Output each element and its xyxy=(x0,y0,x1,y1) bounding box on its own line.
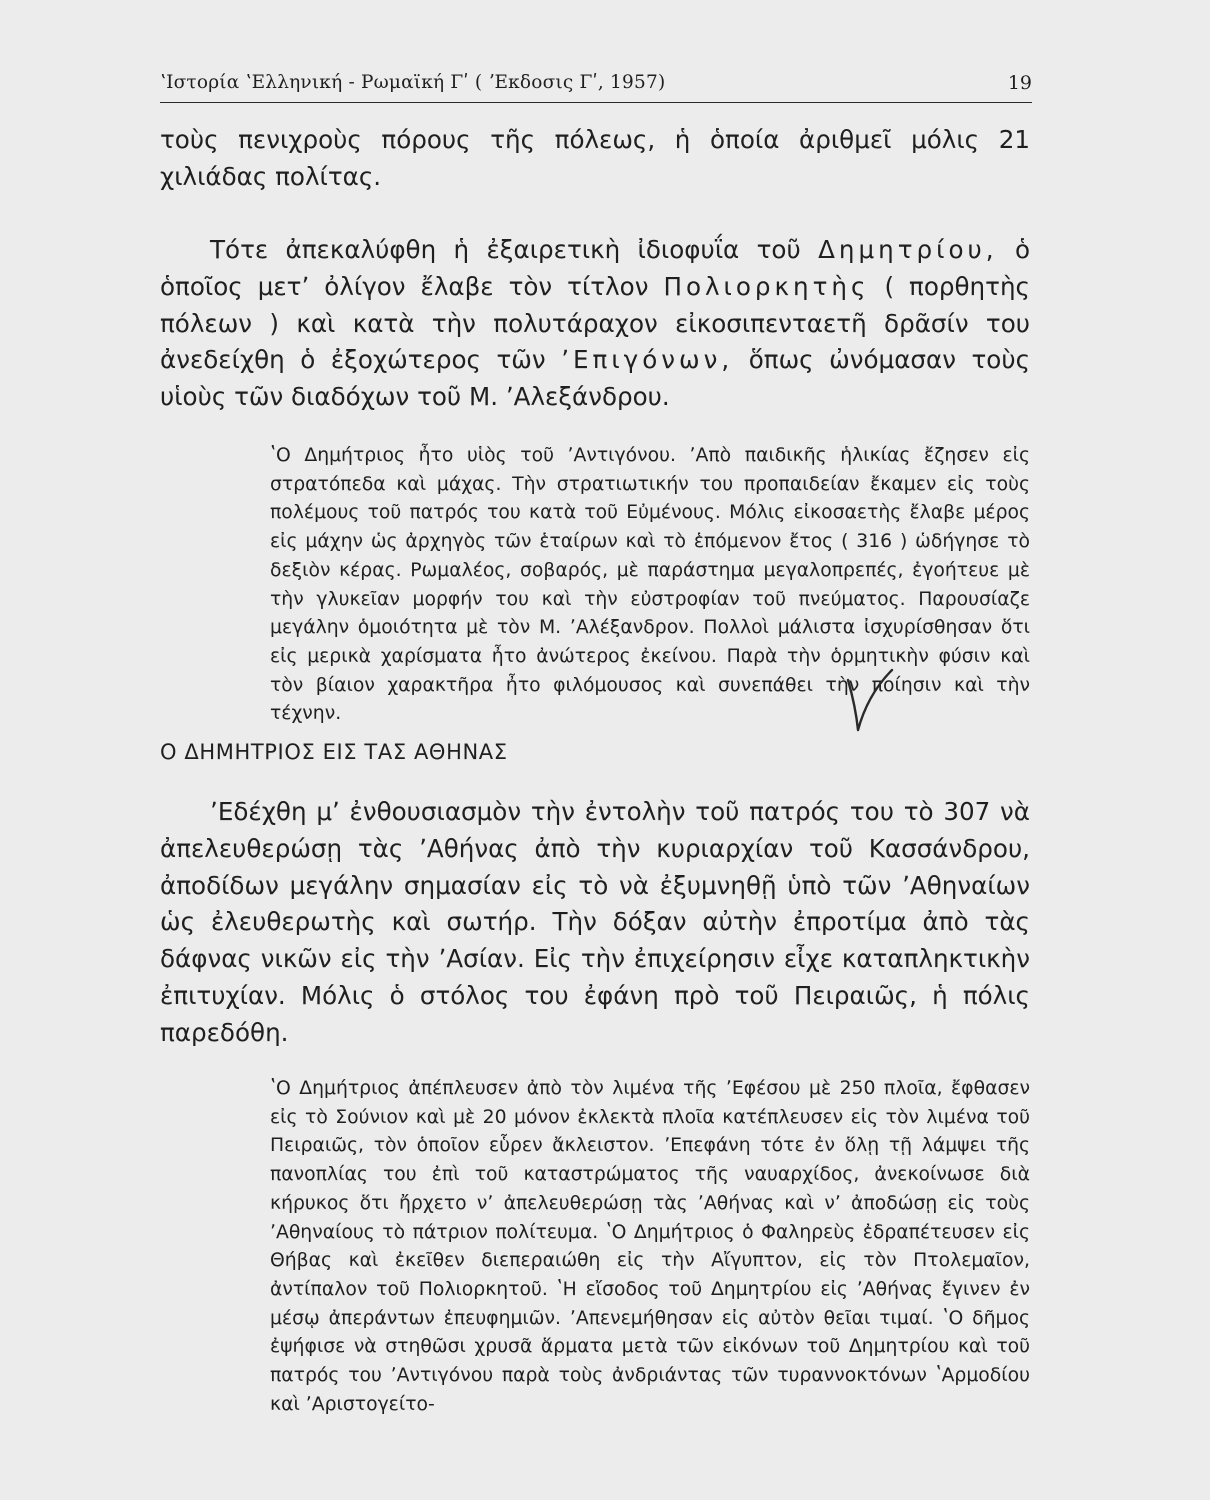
paragraph-3-text: ʼΕδέχθη μʼ ἐνθουσιασμὸν τὴν ἐντολὴν τοῦ πατρός του τὸ 307 νὰ ἀπελευθερώσῃ τὰς ʼΑθήνας ἀπὸ τὴν κυριαρχίαν τοῦ Κασσάνδρου, ἀποδίδων μεγάλην σημασίαν εἰς τὸ νὰ ἐξυμνηθῇ ὑπὸ τῶν ʼΑθηναίων ὡς ἐλευθερωτὴς καὶ σωτήρ. Τὴν δόξαν αὐτὴν ἐπροτίμα ἀπὸ τὰς δάφνας νικῶν εἰς τὴν ʼΑσίαν. Εἰς τὴν ἐπιχείρησιν εἶχε καταπληκτικὴν ἐπιτυχίαν. Μόλις ὁ στόλος του ἐφάνη πρὸ τοῦ Πειραιῶς, ἡ πόλις παρεδόθη. xyxy=(160,797,1030,1047)
paragraph-1-text: τοὺς πενιχροὺς πόρους τῆς πόλεως, ἡ ὁποία ἀριθμεῖ μόλις 21 χιλιάδας πολίτας. xyxy=(160,125,1030,191)
p2-part-g: ὅπως ὠνόμασαν τοὺς υἱοὺς τῶν διαδόχων τοῦ Μ. ʼΑλεξάνδρου. xyxy=(160,345,1031,412)
paragraph-3 xyxy=(160,794,1030,1052)
section-heading: Ο ΔΗΜΗΤΡΙΟΣ ΕΙΣ ΤΑΣ ΑΘΗΝΑΣ xyxy=(160,740,508,764)
term-epigonoi: ʼΕπιγόνων, xyxy=(561,345,734,375)
page-number: 19 xyxy=(1007,72,1032,94)
p2-part-a: Τότε ἀπεκαλύφθη ἡ ἐξαιρετικὴ ἰδιοφυΐα τοῦ xyxy=(210,235,801,264)
name-demetrius: Δημητρίου, xyxy=(818,235,998,264)
note-1 xyxy=(270,442,1030,729)
note-2-text: ʽΟ Δημήτριος ἀπέπλευσεν ἀπὸ τὸν λιμένα τῆς ʼΕφέσου μὲ 250 πλοῖα, ἔφθασεν εἰς τὸ Σούνιον καὶ μὲ 20 μόνον ἐκλεκτὰ πλοῖα κατέπλευσεν εἰς τὸν λιμένα τοῦ Πειραιῶς, τὸν ὁποῖον εὗρεν ἄκλειστον. ʼΕπεφάνη τότε ἐν ὅλῃ τῇ λάμψει τῆς πανοπλίας του ἐπὶ τοῦ καταστρώματος τῆς ναυαρχίδος, ἀνεκοίνωσε διὰ κήρυκος ὅτι ἤρχετο νʼ ἀπελευθερώσῃ τὰς ʼΑθήνας καὶ νʼ ἀποδώσῃ εἰς τοὺς ʼΑθηναίους τὸ πάτριον πολίτευμα. ʽΟ Δημήτριος ὁ Φαληρεὺς ἐδραπέτευσεν εἰς Θήβας καὶ ἐκεῖθεν διεπεραιώθη εἰς τὴν Αἴγυπτον, εἰς τὸν Πτολεμαῖον, ἀντίπαλον τοῦ Πολιορκητοῦ. ʽΗ εἴσοδος τοῦ Δημητρίου εἰς ʼΑθήνας ἔγινεν ἐν μέσῳ ἀπεράντων ἐπευφημιῶν. ʼΑπενεμήθησαν εἰς αὐτὸν θεῖαι τιμαί. ʽΟ δῆμος ἐψήφισε νὰ στηθῶσι χρυσᾶ ἅρματα μετὰ τῶν εἰκόνων τοῦ Δημητρίου καὶ τοῦ πατρός του ʼΑντιγόνου παρὰ τοὺς ἀνδριάντας τῶν τυραννοκτόνων ʽΑρμοδίου καὶ ʼΑριστογείτο- xyxy=(270,1078,1030,1415)
header-rule xyxy=(160,102,1032,103)
paragraph-1 xyxy=(160,122,1030,196)
handwritten-check-mark xyxy=(840,664,900,734)
note-1-text: ʽΟ Δημήτριος ἦτο υἱὸς τοῦ ʼΑντιγόνου. ʼΑπὸ παιδικῆς ἡλικίας ἔζησεν εἰς στρατόπεδα καὶ μάχας. Τὴν στρατιωτικήν του προπαιδείαν ἔκαμεν εἰς τοὺς πολέμους τοῦ πατρός του κατὰ τοῦ Εὐμένους. Μόλις εἰκοσαετὴς ἔλαβε μέρος εἰς μάχην ὡς ἀρχηγὸς τῶν ἑταίρων καὶ τὸ ἑπόμενον ἔτος ( 316 ) ὡδήγησε τὸ δεξιὸν κέρας. Ρωμαλέος, σοβαρός, μὲ παράστημα μεγαλοπρεπές, ἐγοήτευε μὲ τὴν γλυκεῖαν μορφήν του καὶ τὴν εὐστροφίαν τοῦ πνεύματος. Παρουσίαζε μεγάλην ὁμοιότητα μὲ τὸν Μ. ʼΑλέξανδρον. Πολλοὶ μάλιστα ἰσχυρίσθησαν ὅτι εἰς μερικὰ χαρίσματα ἦτο ἀνώτερος ἐκείνου. Παρὰ τὴν ὁρμητικὴν φύσιν καὶ τὸν βίαιον χαρακτῆρα ἦτο φιλόμουσος καὶ συνεπάθει τὴν ποίησιν καὶ τὴν τέχνην. xyxy=(270,445,1030,725)
p2-part-e: ( πορθητὴς πόλεων ) καὶ κατὰ τὴν πολυτάραχον εἰκοσιπενταετῆ δρᾶσίν του ἀνεδείχθη ὁ ἐξοχώτερος τῶν xyxy=(160,271,1030,375)
title-poliorketes: Πολιορκητὴς xyxy=(663,271,870,301)
note-2 xyxy=(270,1075,1030,1419)
header-title: ʽΙστορία ʽΕλληνική - Ρωμαϊκή Γʹ ( ʼΕκδοσις Γʹ, 1957) xyxy=(160,72,666,93)
running-header xyxy=(160,72,1032,106)
paragraph-2 xyxy=(160,232,1030,416)
p2-part-c: ὁ ὁποῖος μετʼ ὀλίγον ἔλαβε τὸν τίτλον xyxy=(160,235,1030,301)
